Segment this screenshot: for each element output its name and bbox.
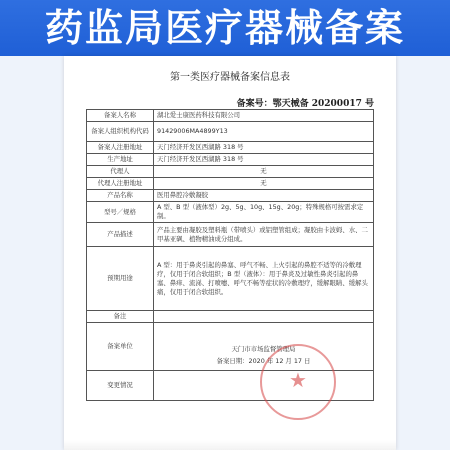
row-label: 生产地址 bbox=[87, 154, 154, 166]
filing-document bbox=[64, 56, 396, 450]
row-label: 产品描述 bbox=[87, 223, 154, 247]
registration-number: 备案号：鄂天械备 20200017 号 bbox=[236, 99, 374, 109]
row-label: 备注 bbox=[87, 311, 154, 323]
row-label: 预期用途 bbox=[87, 247, 154, 311]
row-value: 产品主要由凝胶及塑料瓶（带喷头）或铝塑管组成；凝胶由卡波姆、水、二甲基亚砜、植物精油成分组成。 bbox=[154, 223, 374, 247]
row-value: 91429006MA4899Y13 bbox=[154, 122, 374, 142]
table-row bbox=[87, 122, 374, 142]
row-value: 天门经济开发区西湖路 318 号 bbox=[154, 142, 374, 154]
document-title: 第一类医疗器械备案信息表 bbox=[170, 72, 290, 83]
table-row bbox=[87, 110, 374, 122]
table-row bbox=[87, 178, 374, 190]
red-official-seal-icon: ★ bbox=[260, 344, 336, 420]
row-value: 无 bbox=[154, 178, 374, 190]
row-label: 代理人 bbox=[87, 166, 154, 178]
row-label: 代理人注册地址 bbox=[87, 178, 154, 190]
row-label: 产品名称 bbox=[87, 190, 154, 202]
row-label: 型号／规格 bbox=[87, 202, 154, 223]
row-value: A 型：用于鼻炎引起的鼻塞、呼气不畅、上火引起的鼻腔不适等的冷敷理疗，仅用于闭合软组织；B 型（液体）：用于鼻炎及过敏性鼻炎引起的鼻塞、鼻痒、流涕、打喷嚏、呼气不畅等症状的冷敷理疗，缓解眼睛、缓解头痛，仅用于闭合软组织。 bbox=[154, 247, 374, 311]
row-value: 医用鼻腔冷敷凝胶 bbox=[154, 190, 374, 202]
table-row bbox=[87, 202, 374, 223]
table-row bbox=[87, 223, 374, 247]
row-label: 备案人注册地址 bbox=[87, 142, 154, 154]
row-value: 无 bbox=[154, 166, 374, 178]
table-row bbox=[87, 311, 374, 323]
table-row bbox=[87, 190, 374, 202]
banner-title: 药监局医疗器械备案 bbox=[44, 6, 405, 50]
sheet-edge-shadow bbox=[64, 440, 396, 450]
approval-date: 备案日期：2020 年 12 月 17 日 bbox=[216, 357, 311, 365]
table-row bbox=[87, 142, 374, 154]
row-label: 备案单位 bbox=[87, 323, 154, 371]
row-value: 湖北爱士康医药科技有限公司 bbox=[154, 110, 374, 122]
row-label: 变更情况 bbox=[87, 371, 154, 401]
table-row bbox=[87, 154, 374, 166]
row-value: 天门经济开发区西湖路 318 号 bbox=[154, 154, 374, 166]
row-value: A 型、B 型（液体型）2g、5g、10g、15g、20g；特殊规格可按需求定制。 bbox=[154, 202, 374, 223]
table-row bbox=[87, 247, 374, 311]
row-label: 备案人名称 bbox=[87, 110, 154, 122]
top-banner bbox=[0, 0, 450, 56]
approval-office: 天门市市场监督管理局 bbox=[231, 345, 296, 353]
row-value bbox=[154, 311, 374, 323]
table-row bbox=[87, 166, 374, 178]
filing-info-table bbox=[86, 109, 374, 401]
row-label: 备案人组织机构代码 bbox=[87, 122, 154, 142]
